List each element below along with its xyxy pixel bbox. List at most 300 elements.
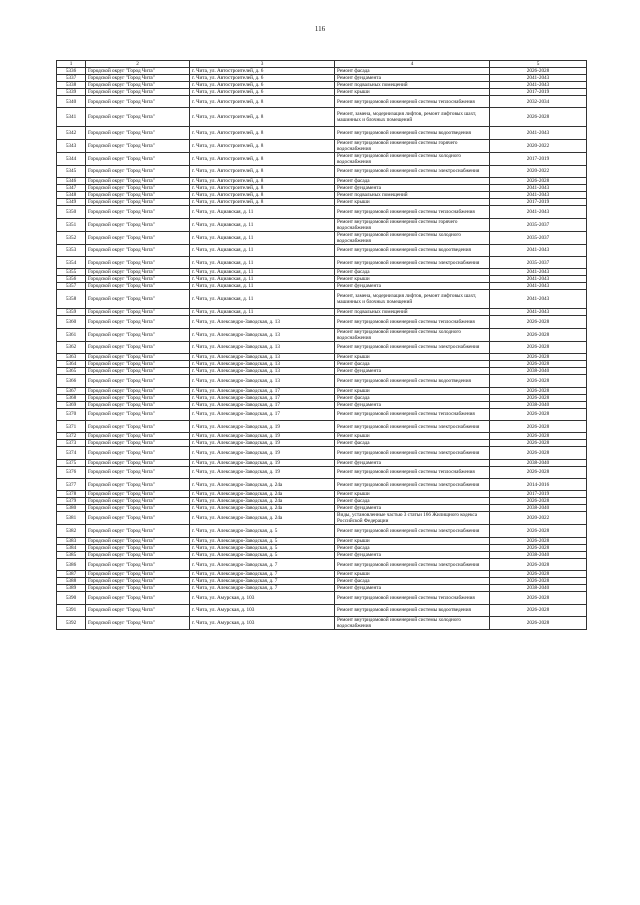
- address-cell: г. Чита, ул. Автостроителей, д. 8: [190, 152, 335, 165]
- row-number: 5354: [57, 256, 86, 268]
- work-type-cell: Ремонт фундамента: [335, 585, 490, 592]
- work-type-cell: Ремонт фасада: [335, 394, 490, 401]
- municipality-cell: Городской округ "Город Чита": [86, 544, 190, 551]
- municipality-cell: Городской округ "Город Чита": [86, 447, 190, 459]
- row-number: 5383: [57, 537, 86, 544]
- work-type-cell: Ремонт внутридомовой инженерной системы электроснабжения: [335, 525, 490, 537]
- municipality-cell: Городской округ "Город Чита": [86, 231, 190, 244]
- work-type-cell: Ремонт фундамента: [335, 459, 490, 466]
- row-number: 5384: [57, 544, 86, 551]
- period-cell: 2041-2043: [490, 276, 587, 283]
- table-row: [57, 354, 587, 361]
- municipality-cell: Городской округ "Город Чита": [86, 108, 190, 127]
- address-cell: г. Чита, ул. Автостроителей, д. 8: [190, 199, 335, 206]
- work-type-cell: Ремонт внутридомовой инженерной системы теплоснабжения: [335, 316, 490, 328]
- municipality-cell: Городской округ "Город Чита": [86, 276, 190, 283]
- period-cell: 2026-2028: [490, 178, 587, 185]
- period-cell: 2026-2028: [490, 394, 587, 401]
- work-type-cell: Ремонт внутридомовой инженерной системы теплоснабжения: [335, 592, 490, 604]
- row-number: 5380: [57, 505, 86, 512]
- period-cell: 2026-2028: [490, 328, 587, 341]
- address-cell: г. Чита, ул. Автостроителей, д. 8: [190, 185, 335, 192]
- period-cell: 2038-2040: [490, 459, 587, 466]
- work-type-cell: Ремонт крыши: [335, 491, 490, 498]
- address-cell: г. Чита, ул. Ациавская, д. 11: [190, 276, 335, 283]
- municipality-cell: Городской округ "Город Чита": [86, 75, 190, 82]
- address-cell: г. Чита, ул. Автостроителей, д. 8: [190, 139, 335, 152]
- period-cell: 2014-2016: [490, 479, 587, 491]
- municipality-cell: Городской округ "Город Чита": [86, 361, 190, 368]
- work-type-cell: Ремонт фасада: [335, 498, 490, 505]
- row-number: 5351: [57, 218, 86, 231]
- period-cell: 2026-2028: [490, 571, 587, 578]
- period-cell: 2026-2028: [490, 466, 587, 478]
- work-type-cell: Ремонт внутридомовой инженерной системы водоотведения: [335, 127, 490, 139]
- period-cell: 2026-2028: [490, 420, 587, 432]
- work-type-cell: Ремонт внутридомовой инженерной системы горячего водоснабжения: [335, 139, 490, 152]
- row-number: 5361: [57, 328, 86, 341]
- table-row: [57, 491, 587, 498]
- municipality-cell: Городской округ "Город Чита": [86, 512, 190, 525]
- table-row: [57, 185, 587, 192]
- address-cell: г. Чита, ул. Ациавская, д. 11: [190, 244, 335, 256]
- address-cell: г. Чита, ул. Автостроителей, д. 8: [190, 127, 335, 139]
- municipality-cell: Городской округ "Город Чита": [86, 571, 190, 578]
- municipality-cell: Городской округ "Город Чита": [86, 479, 190, 491]
- row-number: 5352: [57, 231, 86, 244]
- address-cell: г. Чита, ул. Автостроителей, д. 8: [190, 192, 335, 199]
- work-type-cell: Ремонт внутридомовой инженерной системы электроснабжения: [335, 256, 490, 268]
- row-number: 5391: [57, 604, 86, 616]
- period-cell: 2041-2043: [490, 192, 587, 199]
- work-type-cell: Ремонт внутридомовой инженерной системы водоотведения: [335, 604, 490, 616]
- municipality-cell: Городской округ "Город Чита": [86, 256, 190, 268]
- table-row: [57, 328, 587, 341]
- row-number: 5367: [57, 387, 86, 394]
- work-type-cell: Ремонт фундамента: [335, 401, 490, 408]
- period-cell: 2041-2043: [490, 290, 587, 309]
- row-number: 5345: [57, 165, 86, 177]
- address-cell: г. Чита, ул. Автостроителей, д. 8: [190, 165, 335, 177]
- table-row: [57, 96, 587, 108]
- column-header-2: 2: [86, 61, 190, 68]
- row-number: 5348: [57, 192, 86, 199]
- row-number: 5379: [57, 498, 86, 505]
- table-row: [57, 498, 587, 505]
- period-cell: 2035-2037: [490, 231, 587, 244]
- address-cell: г. Чита, ул. Автостроителей, д. 6: [190, 82, 335, 89]
- address-cell: г. Чита, ул. Ациавская, д. 11: [190, 206, 335, 218]
- table-row: [57, 341, 587, 353]
- row-number: 5353: [57, 244, 86, 256]
- address-cell: г. Чита, ул. Амурская, д. 103: [190, 592, 335, 604]
- table-row: [57, 127, 587, 139]
- work-type-cell: Ремонт внутридомовой инженерной системы холодного водоснабжения: [335, 617, 490, 630]
- work-type-cell: Ремонт крыши: [335, 276, 490, 283]
- address-cell: г. Чита, ул. Автостроителей, д. 8: [190, 108, 335, 127]
- period-cell: 2017-2019: [490, 89, 587, 96]
- address-cell: г. Чита, ул. Александро-Заводская, д. 19: [190, 466, 335, 478]
- table-row: [57, 276, 587, 283]
- period-cell: 2041-2043: [490, 269, 587, 276]
- row-number: 5392: [57, 617, 86, 630]
- period-cell: 2035-2037: [490, 218, 587, 231]
- work-type-cell: Ремонт внутридомовой инженерной системы теплоснабжения: [335, 96, 490, 108]
- period-cell: 2041-2043: [490, 283, 587, 290]
- row-number: 5343: [57, 139, 86, 152]
- municipality-cell: Городской округ "Город Чита": [86, 505, 190, 512]
- period-cell: 2041-2043: [490, 206, 587, 218]
- work-type-cell: Ремонт фундамента: [335, 505, 490, 512]
- period-cell: 2026-2028: [490, 354, 587, 361]
- period-cell: 2026-2028: [490, 433, 587, 440]
- work-type-cell: Ремонт крыши: [335, 354, 490, 361]
- address-cell: г. Чита, ул. Александро-Заводская, д. 19: [190, 433, 335, 440]
- municipality-cell: Городской округ "Город Чита": [86, 89, 190, 96]
- table-row: [57, 537, 587, 544]
- table-row: [57, 139, 587, 152]
- municipality-cell: Городской округ "Город Чита": [86, 558, 190, 570]
- address-cell: г. Чита, ул. Автостроителей, д. 8: [190, 96, 335, 108]
- address-cell: г. Чита, ул. Александро-Заводская, д. 17: [190, 408, 335, 420]
- row-number: 5342: [57, 127, 86, 139]
- row-number: 5346: [57, 178, 86, 185]
- period-cell: 2026-2028: [490, 592, 587, 604]
- table-row: [57, 433, 587, 440]
- table-header-row: [57, 61, 587, 68]
- table-row: [57, 420, 587, 432]
- table-row: [57, 408, 587, 420]
- period-cell: 2026-2028: [490, 361, 587, 368]
- municipality-cell: Городской округ "Город Чита": [86, 401, 190, 408]
- row-number: 5344: [57, 152, 86, 165]
- period-cell: 2020-2022: [490, 512, 587, 525]
- work-type-cell: Ремонт фундамента: [335, 283, 490, 290]
- capital-repair-table: [56, 60, 587, 630]
- address-cell: г. Чита, ул. Александро-Заводская, д. 5: [190, 544, 335, 551]
- period-cell: 2038-2040: [490, 505, 587, 512]
- municipality-cell: Городской округ "Город Чита": [86, 368, 190, 375]
- row-number: 5381: [57, 512, 86, 525]
- work-type-cell: Ремонт фасада: [335, 440, 490, 447]
- municipality-cell: Городской округ "Город Чита": [86, 420, 190, 432]
- table-row: [57, 199, 587, 206]
- work-type-cell: Ремонт фасада: [335, 178, 490, 185]
- work-type-cell: Ремонт подвальных помещений: [335, 309, 490, 316]
- municipality-cell: Городской округ "Город Чита": [86, 440, 190, 447]
- municipality-cell: Городской округ "Город Чита": [86, 466, 190, 478]
- work-type-cell: Ремонт фундамента: [335, 75, 490, 82]
- period-cell: 2041-2043: [490, 82, 587, 89]
- address-cell: г. Чита, ул. Ациавская, д. 11: [190, 269, 335, 276]
- period-cell: 2038-2040: [490, 401, 587, 408]
- period-cell: 2017-2019: [490, 152, 587, 165]
- work-type-cell: Ремонт внутридомовой инженерной системы водоотведения: [335, 375, 490, 387]
- municipality-cell: Городской округ "Город Чита": [86, 82, 190, 89]
- column-header-3: 3: [190, 61, 335, 68]
- table-row: [57, 505, 587, 512]
- table-row: [57, 440, 587, 447]
- table-row: [57, 108, 587, 127]
- address-cell: г. Чита, ул. Александро-Заводская, д. 24а: [190, 512, 335, 525]
- table-row: [57, 544, 587, 551]
- row-number: 5375: [57, 459, 86, 466]
- address-cell: г. Чита, ул. Ациавская, д. 11: [190, 309, 335, 316]
- row-number: 5378: [57, 491, 86, 498]
- municipality-cell: Городской округ "Город Чита": [86, 604, 190, 616]
- row-number: 5372: [57, 433, 86, 440]
- row-number: 5347: [57, 185, 86, 192]
- work-type-cell: Ремонт внутридомовой инженерной системы холодного водоснабжения: [335, 152, 490, 165]
- address-cell: г. Чита, ул. Александро-Заводская, д. 5: [190, 537, 335, 544]
- table-row: [57, 479, 587, 491]
- period-cell: 2026-2028: [490, 558, 587, 570]
- address-cell: г. Чита, ул. Александро-Заводская, д. 19: [190, 459, 335, 466]
- table-row: [57, 617, 587, 630]
- table-row: [57, 551, 587, 558]
- period-cell: 2026-2028: [490, 537, 587, 544]
- row-number: 5387: [57, 571, 86, 578]
- municipality-cell: Городской округ "Город Чита": [86, 498, 190, 505]
- work-type-cell: Ремонт внутридомовой инженерной системы электроснабжения: [335, 447, 490, 459]
- address-cell: г. Чита, ул. Александро-Заводская, д. 13: [190, 368, 335, 375]
- municipality-cell: Городской округ "Город Чита": [86, 525, 190, 537]
- work-type-cell: Ремонт внутридомовой инженерной системы электроснабжения: [335, 558, 490, 570]
- period-cell: 2026-2028: [490, 544, 587, 551]
- address-cell: г. Чита, ул. Александро-Заводская, д. 13: [190, 354, 335, 361]
- address-cell: г. Чита, ул. Ациавская, д. 11: [190, 283, 335, 290]
- municipality-cell: Городской округ "Город Чита": [86, 218, 190, 231]
- period-cell: 2026-2028: [490, 341, 587, 353]
- row-number: 5368: [57, 394, 86, 401]
- municipality-cell: Городской округ "Город Чита": [86, 96, 190, 108]
- address-cell: г. Чита, ул. Александро-Заводская, д. 13: [190, 316, 335, 328]
- municipality-cell: Городской округ "Город Чита": [86, 617, 190, 630]
- row-number: 5365: [57, 368, 86, 375]
- period-cell: 2026-2028: [490, 68, 587, 75]
- table-row: [57, 466, 587, 478]
- row-number: 5339: [57, 89, 86, 96]
- work-type-cell: Ремонт крыши: [335, 89, 490, 96]
- row-number: 5355: [57, 269, 86, 276]
- row-number: 5341: [57, 108, 86, 127]
- row-number: 5374: [57, 447, 86, 459]
- table-row: [57, 290, 587, 309]
- municipality-cell: Городской округ "Город Чита": [86, 283, 190, 290]
- municipality-cell: Городской округ "Город Чита": [86, 433, 190, 440]
- work-type-cell: Ремонт внутридомовой инженерной системы электроснабжения: [335, 420, 490, 432]
- row-number: 5363: [57, 354, 86, 361]
- address-cell: г. Чита, ул. Александро-Заводская, д. 7: [190, 571, 335, 578]
- row-number: 5336: [57, 68, 86, 75]
- row-number: 5389: [57, 585, 86, 592]
- row-number: 5340: [57, 96, 86, 108]
- address-cell: г. Чита, ул. Александро-Заводская, д. 7: [190, 558, 335, 570]
- table-row: [57, 231, 587, 244]
- row-number: 5338: [57, 82, 86, 89]
- period-cell: 2026-2028: [490, 498, 587, 505]
- address-cell: г. Чита, ул. Александро-Заводская, д. 17: [190, 394, 335, 401]
- period-cell: 2041-2043: [490, 75, 587, 82]
- municipality-cell: Городской округ "Город Чита": [86, 185, 190, 192]
- address-cell: г. Чита, ул. Амурская, д. 103: [190, 604, 335, 616]
- table-row: [57, 394, 587, 401]
- table-row: [57, 75, 587, 82]
- address-cell: г. Чита, ул. Амурская, д. 103: [190, 617, 335, 630]
- column-header-5: 5: [490, 61, 587, 68]
- work-type-cell: Ремонт внутридомовой инженерной системы холодного водоснабжения: [335, 231, 490, 244]
- table-row: [57, 165, 587, 177]
- municipality-cell: Городской округ "Город Чита": [86, 316, 190, 328]
- work-type-cell: Ремонт фундамента: [335, 551, 490, 558]
- address-cell: г. Чита, ул. Ациавская, д. 11: [190, 231, 335, 244]
- municipality-cell: Городской округ "Город Чита": [86, 178, 190, 185]
- period-cell: 2017-2019: [490, 491, 587, 498]
- row-number: 5390: [57, 592, 86, 604]
- work-type-cell: Ремонт крыши: [335, 537, 490, 544]
- table-row: [57, 525, 587, 537]
- address-cell: г. Чита, ул. Александро-Заводская, д. 24а: [190, 498, 335, 505]
- period-cell: 2035-2037: [490, 256, 587, 268]
- table-row: [57, 387, 587, 394]
- table-row: [57, 604, 587, 616]
- table-row: [57, 459, 587, 466]
- row-number: 5369: [57, 401, 86, 408]
- table-row: [57, 283, 587, 290]
- work-type-cell: Виды, установленные частью 3 статьи 166 Жилищного кодекса Российской Федерации: [335, 512, 490, 525]
- period-cell: 2026-2028: [490, 108, 587, 127]
- table-row: [57, 316, 587, 328]
- table-row: [57, 192, 587, 199]
- period-cell: 2041-2043: [490, 185, 587, 192]
- work-type-cell: Ремонт внутридомовой инженерной системы холодного водоснабжения: [335, 328, 490, 341]
- address-cell: г. Чита, ул. Автостроителей, д. 6: [190, 68, 335, 75]
- period-cell: 2038-2040: [490, 585, 587, 592]
- period-cell: 2026-2028: [490, 316, 587, 328]
- address-cell: г. Чита, ул. Александро-Заводская, д. 24а: [190, 491, 335, 498]
- period-cell: 2026-2028: [490, 447, 587, 459]
- period-cell: 2017-2019: [490, 199, 587, 206]
- table-row: [57, 558, 587, 570]
- table-row: [57, 571, 587, 578]
- address-cell: г. Чита, ул. Ациавская, д. 11: [190, 256, 335, 268]
- row-number: 5366: [57, 375, 86, 387]
- row-number: 5370: [57, 408, 86, 420]
- period-cell: 2041-2043: [490, 309, 587, 316]
- work-type-cell: Ремонт внутридомовой инженерной системы теплоснабжения: [335, 466, 490, 478]
- address-cell: г. Чита, ул. Ациавская, д. 11: [190, 218, 335, 231]
- row-number: 5377: [57, 479, 86, 491]
- work-type-cell: Ремонт крыши: [335, 571, 490, 578]
- work-type-cell: Ремонт фасада: [335, 578, 490, 585]
- municipality-cell: Городской округ "Город Чита": [86, 206, 190, 218]
- table-row: [57, 309, 587, 316]
- address-cell: г. Чита, ул. Александро-Заводская, д. 24а: [190, 479, 335, 491]
- work-type-cell: Ремонт внутридомовой инженерной системы теплоснабжения: [335, 408, 490, 420]
- period-cell: 2026-2028: [490, 578, 587, 585]
- work-type-cell: Ремонт крыши: [335, 433, 490, 440]
- municipality-cell: Городской округ "Город Чита": [86, 309, 190, 316]
- address-cell: г. Чита, ул. Александро-Заводская, д. 13: [190, 328, 335, 341]
- column-header-1: 1: [57, 61, 86, 68]
- municipality-cell: Городской округ "Город Чита": [86, 244, 190, 256]
- address-cell: г. Чита, ул. Александро-Заводская, д. 13: [190, 375, 335, 387]
- period-cell: 2026-2028: [490, 617, 587, 630]
- municipality-cell: Городской округ "Город Чита": [86, 165, 190, 177]
- municipality-cell: Городской округ "Город Чита": [86, 199, 190, 206]
- municipality-cell: Городской округ "Город Чита": [86, 127, 190, 139]
- address-cell: г. Чита, ул. Автостроителей, д. 6: [190, 89, 335, 96]
- row-number: 5376: [57, 466, 86, 478]
- address-cell: г. Чита, ул. Александро-Заводская, д. 7: [190, 578, 335, 585]
- municipality-cell: Городской округ "Город Чита": [86, 459, 190, 466]
- municipality-cell: Городской округ "Город Чита": [86, 152, 190, 165]
- row-number: 5388: [57, 578, 86, 585]
- row-number: 5357: [57, 283, 86, 290]
- address-cell: г. Чита, ул. Александро-Заводская, д. 13: [190, 361, 335, 368]
- address-cell: г. Чита, ул. Александро-Заводская, д. 17: [190, 401, 335, 408]
- work-type-cell: Ремонт фасада: [335, 269, 490, 276]
- table-row: [57, 375, 587, 387]
- table-row: [57, 447, 587, 459]
- municipality-cell: Городской округ "Город Чита": [86, 269, 190, 276]
- work-type-cell: Ремонт внутридомовой инженерной системы горячего водоснабжения: [335, 218, 490, 231]
- table-body: [57, 61, 587, 630]
- table-row: [57, 256, 587, 268]
- table-row: [57, 244, 587, 256]
- row-number: 5362: [57, 341, 86, 353]
- work-type-cell: Ремонт, замена, модернизация лифтов, ремонт лифтовых шахт, машинных и блочных помещений: [335, 290, 490, 309]
- row-number: 5364: [57, 361, 86, 368]
- period-cell: 2032-2034: [490, 96, 587, 108]
- work-type-cell: Ремонт внутридомовой инженерной системы электроснабжения: [335, 165, 490, 177]
- work-type-cell: Ремонт внутридомовой инженерной системы электроснабжения: [335, 341, 490, 353]
- work-type-cell: Ремонт фасада: [335, 68, 490, 75]
- work-type-cell: Ремонт внутридомовой инженерной системы теплоснабжения: [335, 206, 490, 218]
- address-cell: г. Чита, ул. Александро-Заводская, д. 19: [190, 440, 335, 447]
- period-cell: 2020-2022: [490, 165, 587, 177]
- table-row: [57, 218, 587, 231]
- address-cell: г. Чита, ул. Александро-Заводская, д. 24а: [190, 505, 335, 512]
- municipality-cell: Городской округ "Город Чита": [86, 328, 190, 341]
- address-cell: г. Чита, ул. Александро-Заводская, д. 17: [190, 387, 335, 394]
- address-cell: г. Чита, ул. Ациавская, д. 11: [190, 290, 335, 309]
- address-cell: г. Чита, ул. Александро-Заводская, д. 19: [190, 420, 335, 432]
- work-type-cell: Ремонт фасада: [335, 544, 490, 551]
- address-cell: г. Чита, ул. Александро-Заводская, д. 19: [190, 447, 335, 459]
- address-cell: г. Чита, ул. Автостроителей, д. 6: [190, 75, 335, 82]
- row-number: 5371: [57, 420, 86, 432]
- period-cell: 2041-2043: [490, 127, 587, 139]
- work-type-cell: Ремонт подвальных помещений: [335, 82, 490, 89]
- period-cell: 2026-2028: [490, 525, 587, 537]
- work-type-cell: Ремонт крыши: [335, 199, 490, 206]
- municipality-cell: Городской округ "Город Чита": [86, 387, 190, 394]
- column-header-4: 4: [335, 61, 490, 68]
- municipality-cell: Городской округ "Город Чита": [86, 341, 190, 353]
- period-cell: 2026-2028: [490, 604, 587, 616]
- row-number: 5382: [57, 525, 86, 537]
- period-cell: 2038-2040: [490, 551, 587, 558]
- period-cell: 2026-2028: [490, 375, 587, 387]
- row-number: 5359: [57, 309, 86, 316]
- table-row: [57, 152, 587, 165]
- period-cell: 2020-2022: [490, 139, 587, 152]
- period-cell: 2026-2028: [490, 387, 587, 394]
- municipality-cell: Городской округ "Город Чита": [86, 354, 190, 361]
- table-row: [57, 89, 587, 96]
- work-type-cell: Ремонт подвальных помещений: [335, 192, 490, 199]
